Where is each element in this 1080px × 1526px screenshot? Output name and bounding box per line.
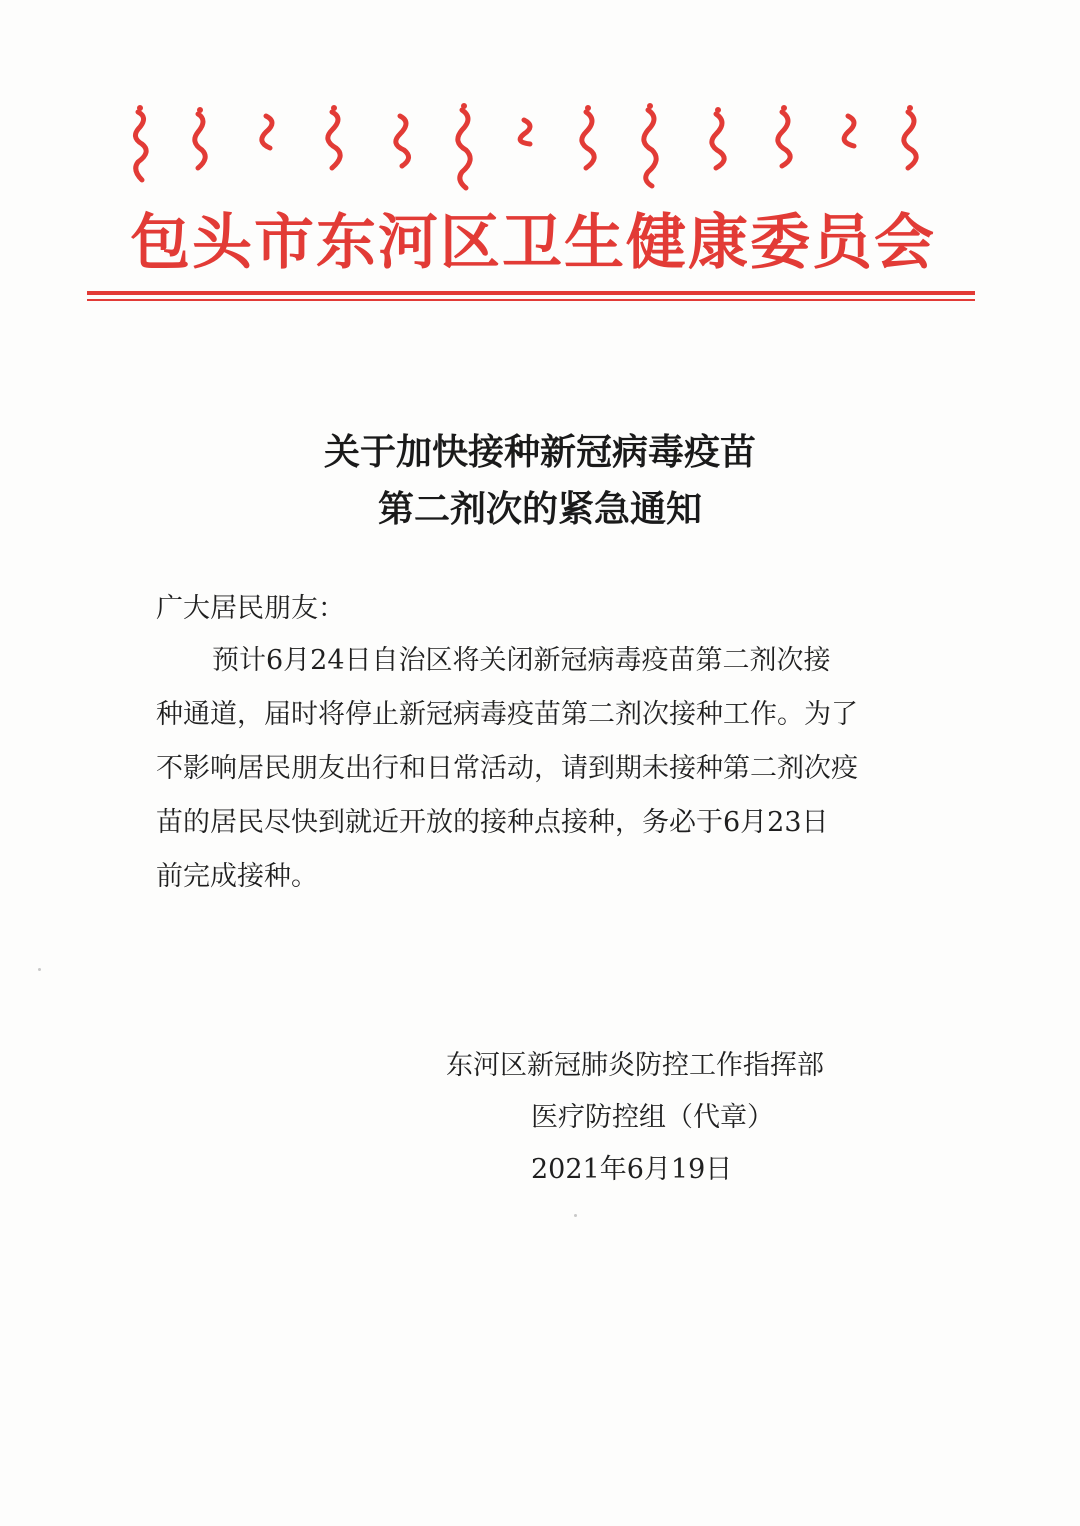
- signature-date: 2021年6月19日: [531, 1154, 733, 1185]
- organization-name: 包头市东河区卫生健康委员会: [130, 208, 936, 278]
- body-line: 预计6月24日自治区将关闭新冠病毒疫苗第二剂次接: [212, 645, 831, 676]
- signature-department: 医疗防控组（代章）: [531, 1102, 774, 1133]
- header-divider-thin: [87, 299, 975, 301]
- header-divider-thick: [87, 291, 975, 295]
- scan-speck: [574, 1214, 577, 1217]
- body-line: 苗的居民尽快到就近开放的接种点接种，务必于6月23日: [156, 807, 829, 838]
- body-line: 种通道，届时将停止新冠病毒疫苗第二剂次接种工作。为了: [156, 699, 858, 730]
- salutation: 广大居民朋友：: [156, 593, 345, 624]
- scan-speck: [38, 968, 41, 971]
- body-line: 前完成接种。: [156, 861, 318, 892]
- signature-issuer: 东河区新冠肺炎防控工作指挥部: [446, 1050, 824, 1081]
- notice-title-line-2: 第二剂次的紧急通知: [377, 489, 702, 530]
- mongolian-header-logo: [118, 102, 948, 192]
- body-line: 不影响居民朋友出行和日常活动，请到期未接种第二剂次疫: [156, 753, 858, 784]
- notice-title-line-1: 关于加快接种新冠病毒疫苗: [323, 432, 756, 473]
